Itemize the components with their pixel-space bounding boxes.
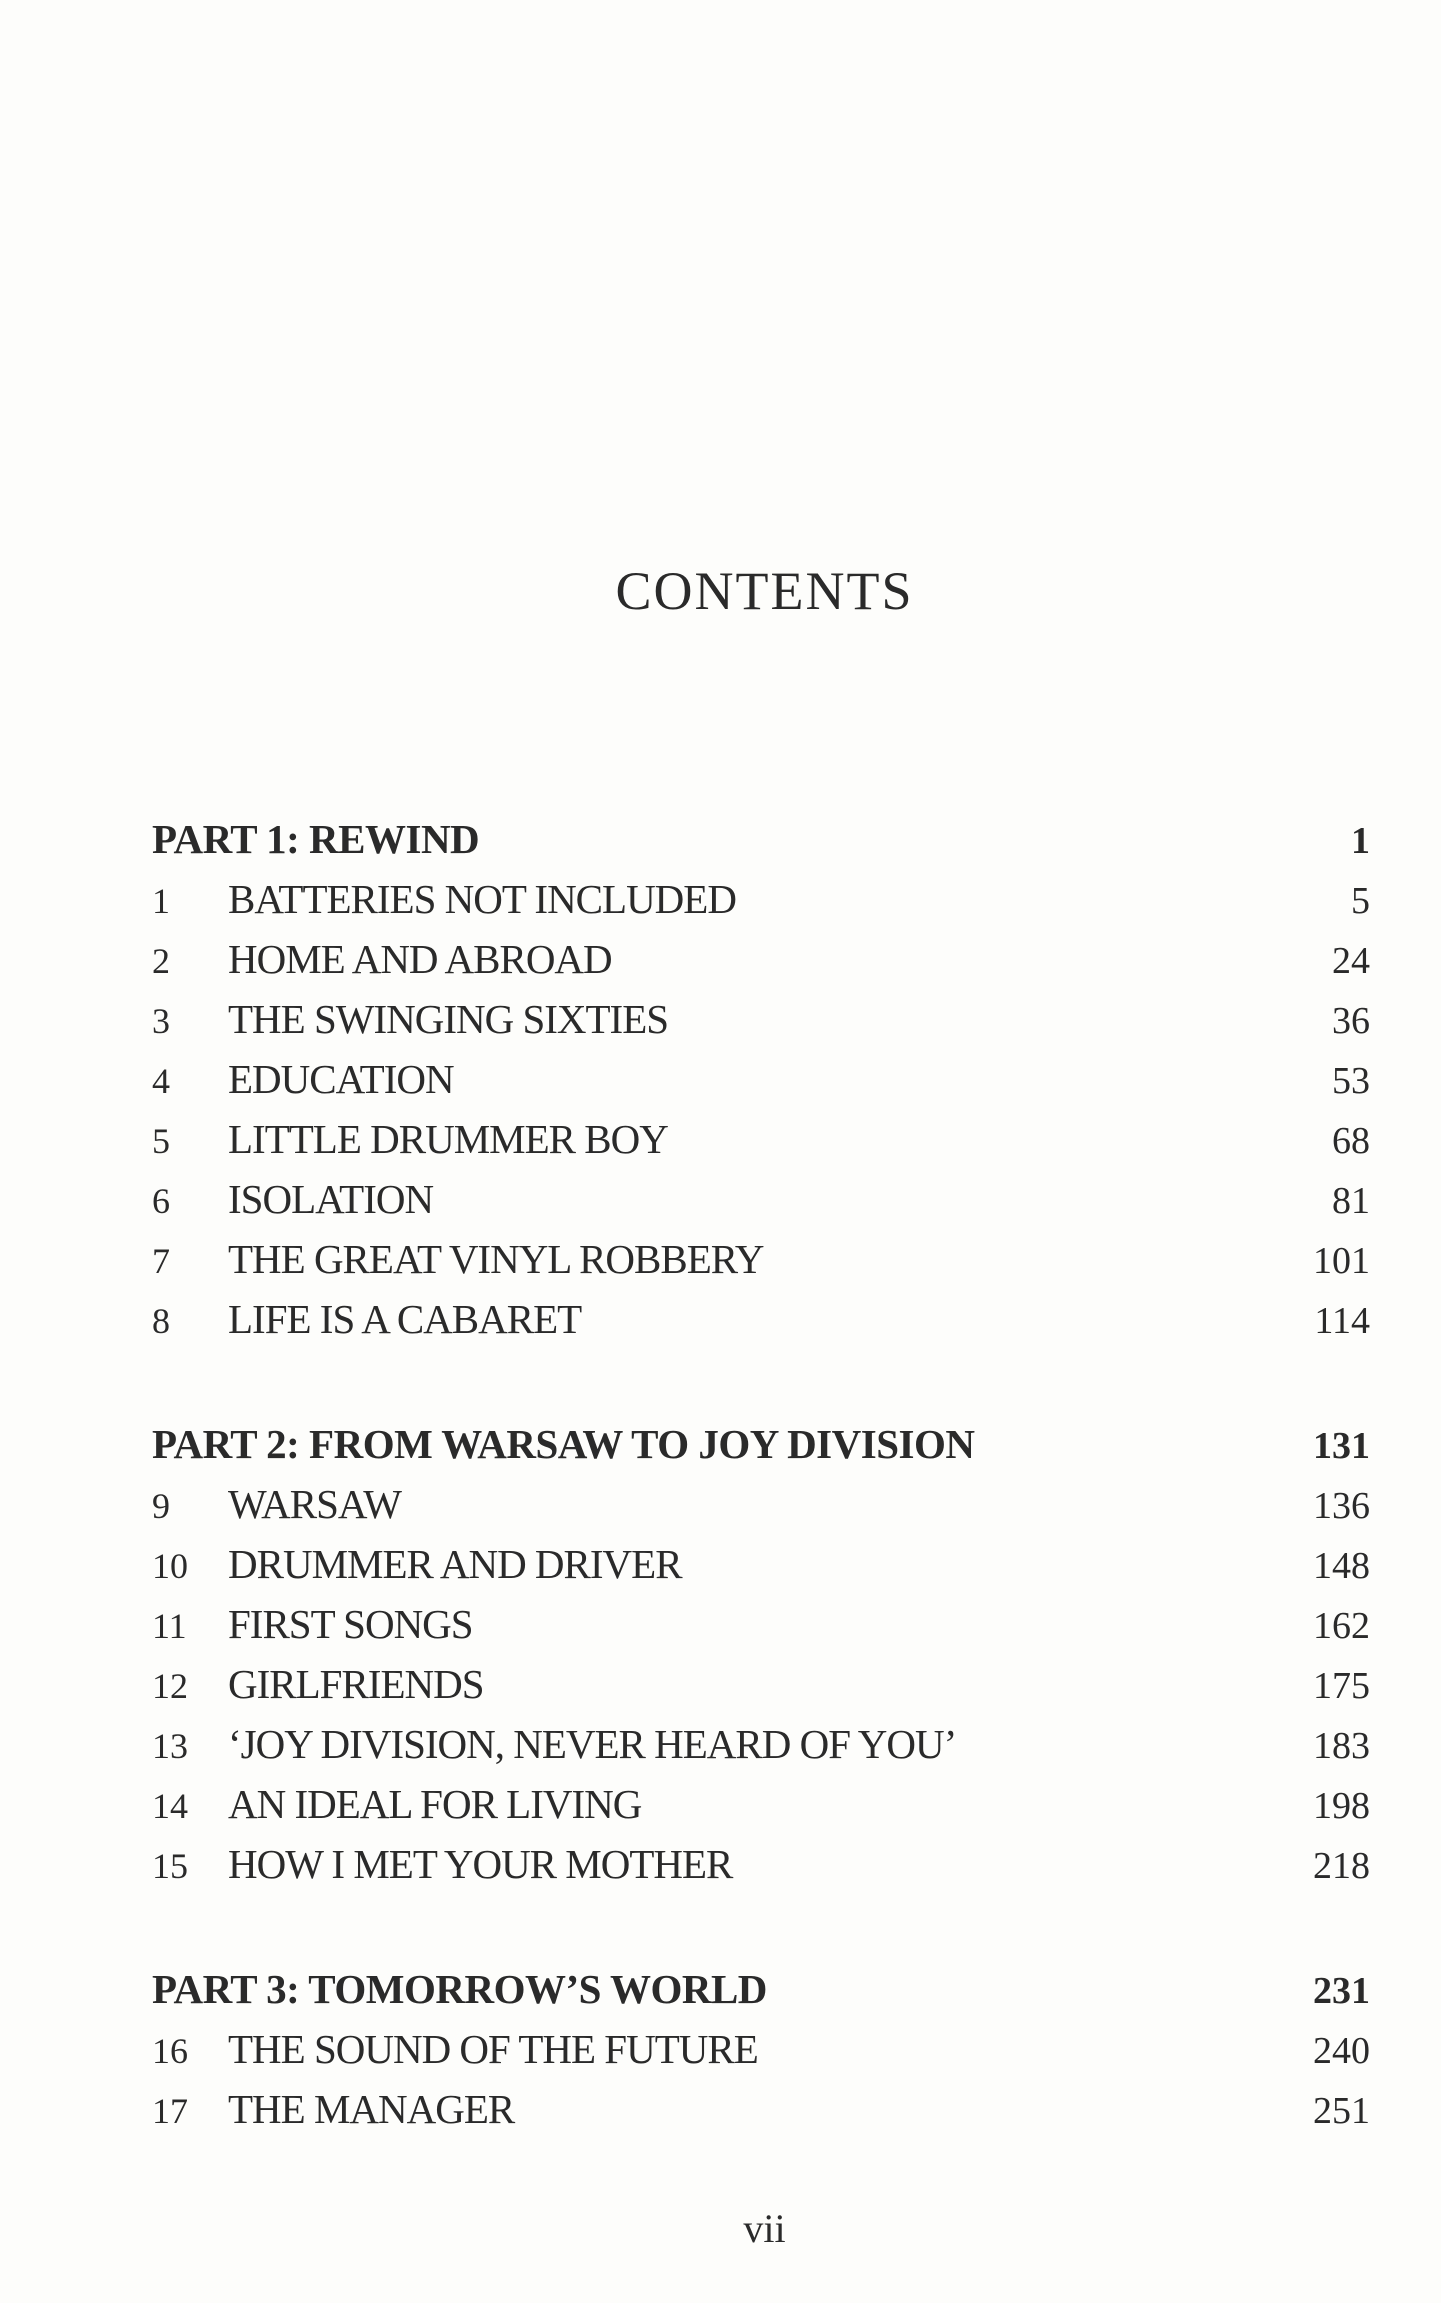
chapter-number: 1 (152, 881, 170, 921)
toc-entry (152, 995, 1370, 1051)
chapter-title: BATTERIES NOT INCLUDED (228, 876, 736, 922)
chapter-page: 101 (1313, 1240, 1370, 1282)
chapter-page: 36 (1332, 1000, 1370, 1042)
chapter-title: THE SWINGING SIXTIES (228, 996, 669, 1042)
chapter-page: 240 (1313, 2030, 1370, 2072)
chapter-title: THE GREAT VINYL ROBBERY (228, 1236, 764, 1282)
toc-entry (152, 1780, 1370, 1836)
part-title: PART 2: FROM WARSAW TO JOY DIVISION (152, 1421, 975, 1467)
chapter-title: ‘JOY DIVISION, NEVER HEARD OF YOU’ (228, 1721, 957, 1767)
chapter-number: 17 (152, 2091, 188, 2131)
chapter-number: 4 (152, 1061, 170, 1101)
page-number: vii (743, 2206, 786, 2251)
chapter-page: 183 (1313, 1725, 1370, 1767)
chapter-page: 5 (1351, 880, 1370, 922)
chapter-page: 148 (1313, 1545, 1370, 1587)
chapter-number: 2 (152, 941, 170, 981)
toc-entry (152, 1175, 1370, 1231)
part-title: PART 1: REWIND (152, 816, 480, 862)
chapter-title: THE MANAGER (228, 2086, 515, 2132)
toc-entry (152, 1720, 1370, 1776)
chapter-number: 7 (152, 1241, 170, 1281)
toc-entry (152, 1480, 1370, 1536)
chapter-title: FIRST SONGS (228, 1601, 473, 1647)
chapter-number: 16 (152, 2031, 188, 2071)
part-page: 131 (1313, 1425, 1370, 1467)
part-page: 231 (1313, 1970, 1370, 2012)
chapter-page: 114 (1314, 1300, 1370, 1342)
part-page: 1 (1351, 820, 1370, 862)
chapter-number: 12 (152, 1666, 188, 1706)
chapter-number: 6 (152, 1181, 170, 1221)
chapter-number: 5 (152, 1121, 170, 1161)
toc-entry (152, 1840, 1370, 1896)
toc-entry (152, 2085, 1370, 2141)
chapter-title: LITTLE DRUMMER BOY (228, 1116, 668, 1162)
part-title: PART 3: TOMORROW’S WORLD (152, 1966, 767, 2012)
toc-entry (152, 1115, 1370, 1171)
chapter-title: EDUCATION (228, 1056, 454, 1102)
toc-entry (152, 2025, 1370, 2081)
toc-entry (152, 935, 1370, 991)
chapter-number: 13 (152, 1726, 188, 1766)
chapter-title: THE SOUND OF THE FUTURE (228, 2026, 758, 2072)
chapter-page: 68 (1332, 1120, 1370, 1162)
chapter-number: 14 (152, 1786, 188, 1826)
toc-entry (152, 1660, 1370, 1716)
page-title: CONTENTS (615, 561, 914, 621)
chapter-page: 53 (1332, 1060, 1370, 1102)
toc-entry (152, 1600, 1370, 1656)
chapter-page: 218 (1313, 1845, 1370, 1887)
chapter-page: 198 (1313, 1785, 1370, 1827)
chapter-title: LIFE IS A CABARET (228, 1296, 582, 1342)
chapter-title: HOW I MET YOUR MOTHER (228, 1841, 733, 1887)
chapter-title: ISOLATION (228, 1176, 434, 1222)
toc-entry (152, 1540, 1370, 1596)
chapter-title: AN IDEAL FOR LIVING (228, 1781, 642, 1827)
chapter-page: 251 (1313, 2090, 1370, 2132)
chapter-number: 8 (152, 1301, 170, 1341)
chapter-title: WARSAW (228, 1481, 401, 1527)
part-heading (152, 1420, 1370, 1476)
chapter-title: DRUMMER AND DRIVER (228, 1541, 682, 1587)
toc-entry (152, 1235, 1370, 1291)
part-heading (152, 815, 1370, 871)
chapter-page: 136 (1313, 1485, 1370, 1527)
chapter-page: 175 (1313, 1665, 1370, 1707)
toc-entry (152, 1055, 1370, 1111)
chapter-number: 10 (152, 1546, 188, 1586)
chapter-title: GIRLFRIENDS (228, 1661, 484, 1707)
toc-entry (152, 875, 1370, 931)
chapter-page: 81 (1332, 1180, 1370, 1222)
chapter-title: HOME AND ABROAD (228, 936, 612, 982)
chapter-page: 162 (1313, 1605, 1370, 1647)
chapter-page: 24 (1332, 940, 1370, 982)
part-heading (152, 1965, 1370, 2021)
chapter-number: 11 (152, 1606, 187, 1646)
chapter-number: 15 (152, 1846, 188, 1886)
chapter-number: 3 (152, 1001, 170, 1041)
toc-entry (152, 1295, 1370, 1351)
chapter-number: 9 (152, 1486, 170, 1526)
